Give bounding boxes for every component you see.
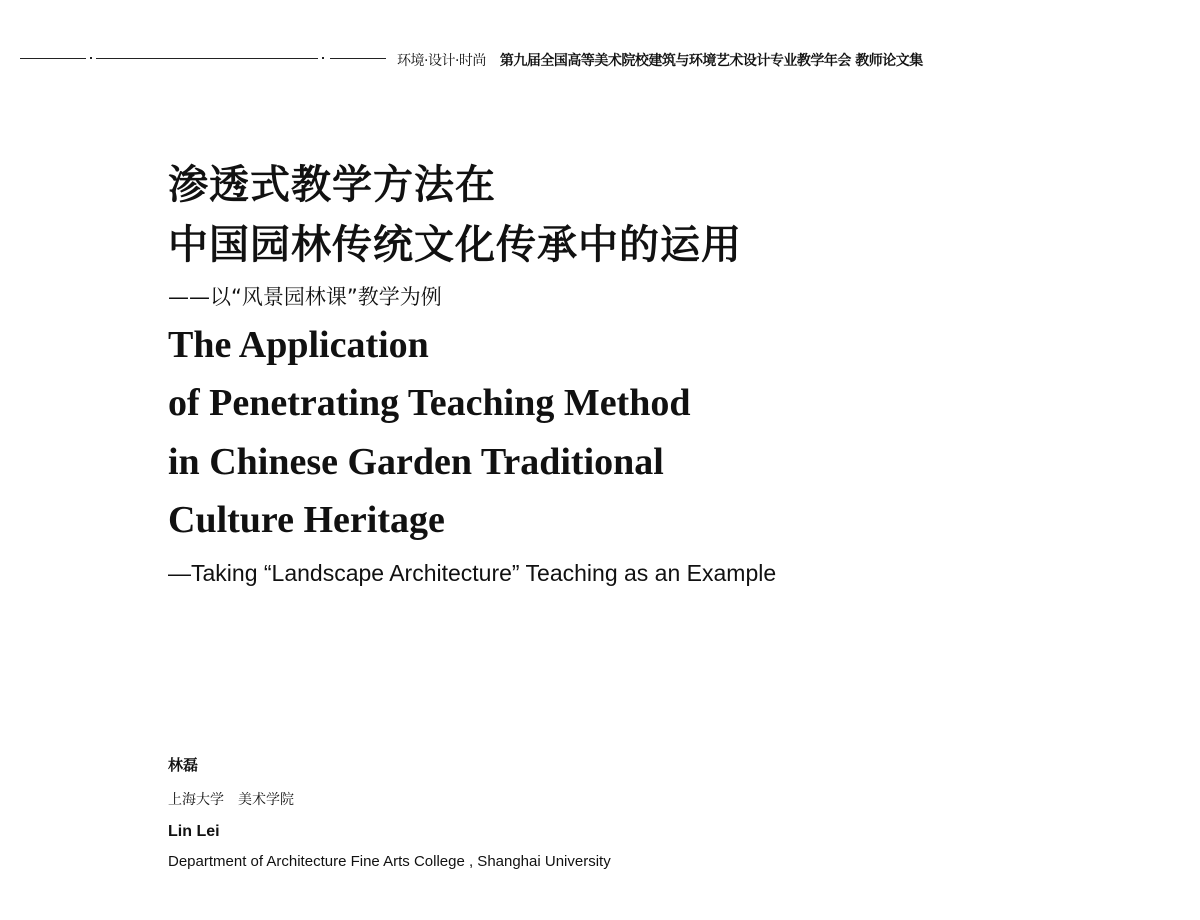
en-title-line-2: of Penetrating Teaching Method — [168, 382, 691, 424]
running-header — [397, 50, 923, 70]
author-name-en: Lin Lei — [168, 823, 220, 840]
en-title-line-1: The Application — [168, 324, 429, 366]
header-rule-1 — [20, 58, 86, 59]
en-subtitle: —Taking “Landscape Architecture” Teaching as an Example — [168, 560, 777, 586]
header-series: 环境·设计·时尚 — [397, 53, 486, 69]
header-rule-3 — [330, 58, 386, 59]
zh-subtitle: ——以“风景园林课”教学为例 — [168, 285, 442, 309]
author-name-zh: 林磊 — [168, 756, 199, 774]
author-affiliation-zh: 上海大学 美术学院 — [168, 792, 294, 808]
header-rule-dot-1 — [90, 57, 92, 59]
header-collection: 第九届全国高等美术院校建筑与环境艺术设计专业教学年会 教师论文集 — [499, 53, 923, 69]
en-title-line-3: in Chinese Garden Traditional — [168, 441, 664, 483]
header-rule-2 — [96, 58, 318, 59]
zh-title-line-1: 渗透式教学方法在 — [168, 161, 496, 208]
zh-title-line-2: 中国园林传统文化传承中的运用 — [168, 221, 742, 268]
en-title-line-4: Culture Heritage — [168, 499, 445, 541]
header-rule-dot-2 — [322, 57, 324, 59]
author-affiliation-en: Department of Architecture Fine Arts College , Shanghai University — [168, 853, 611, 870]
